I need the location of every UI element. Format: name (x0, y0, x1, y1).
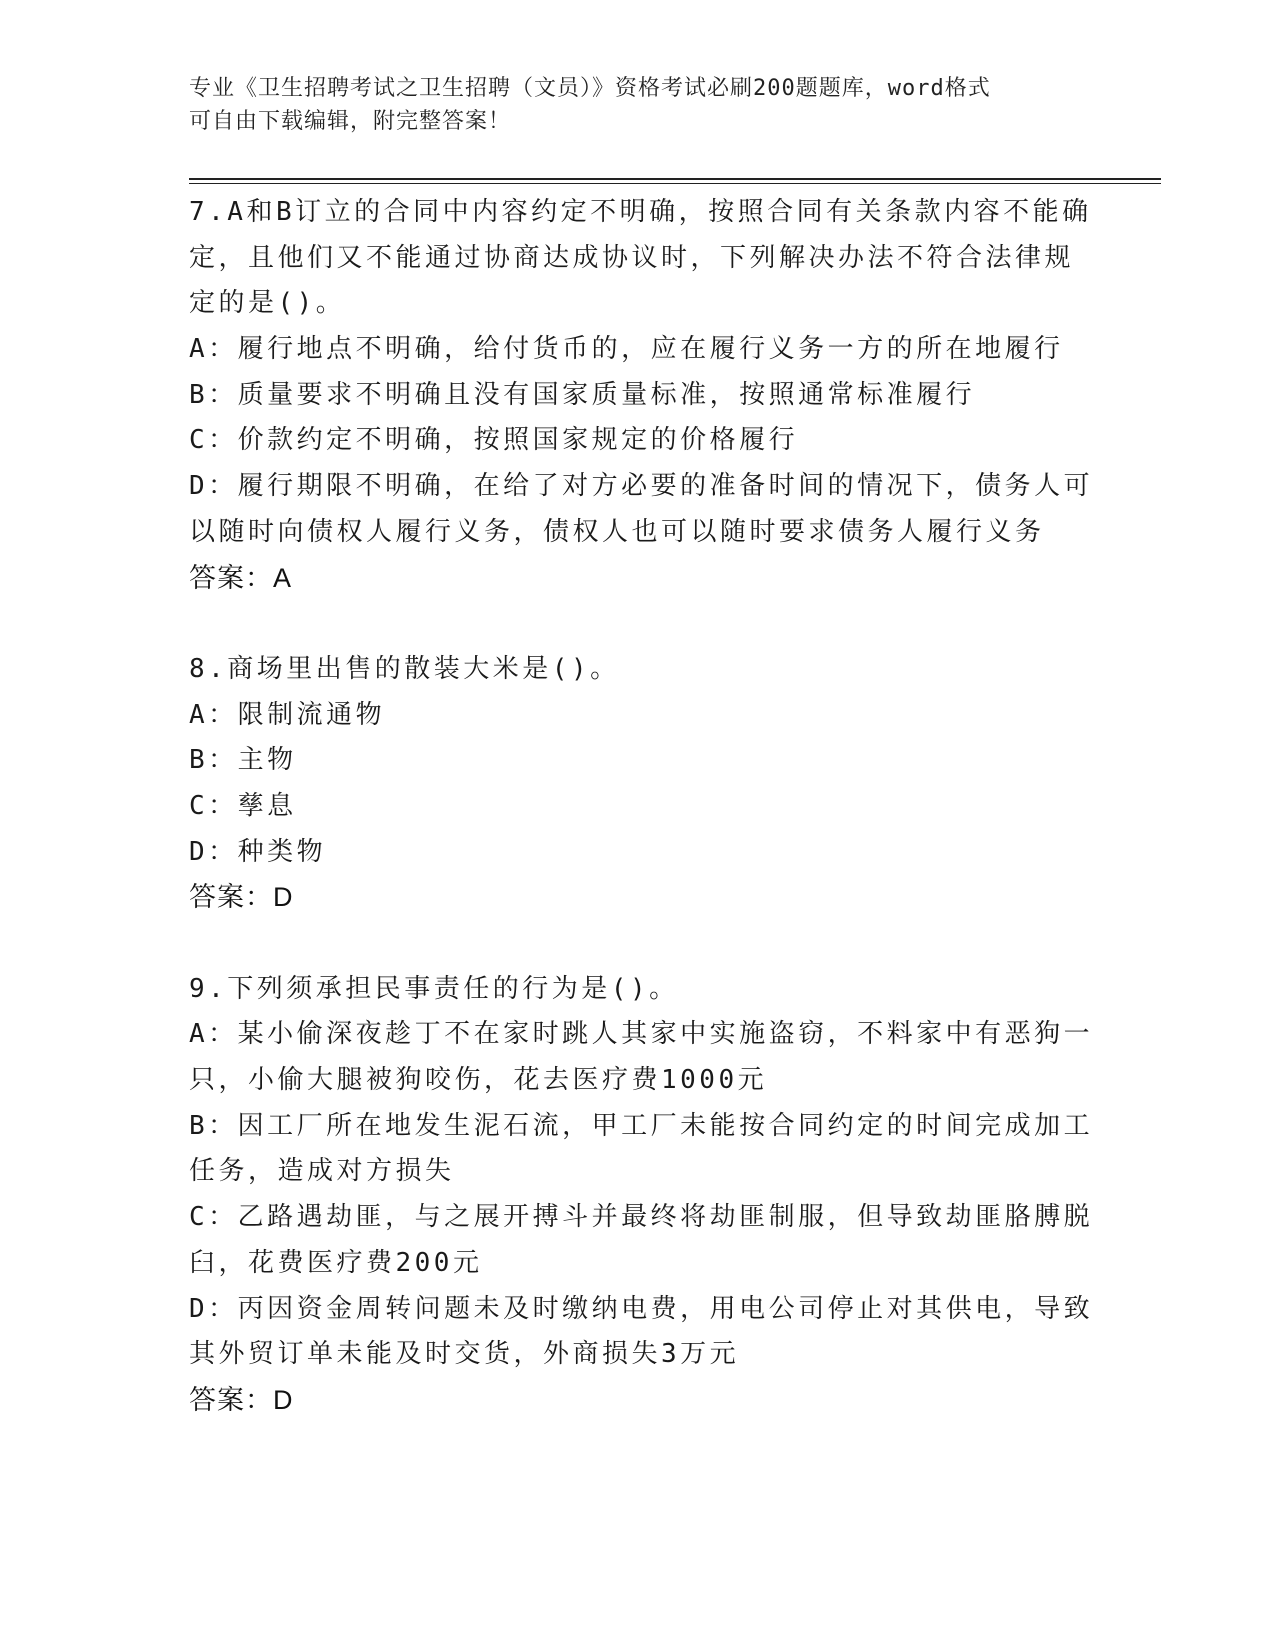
question-block (189, 190, 1149, 601)
question-list (189, 190, 1149, 1424)
header-line-2: 可自由下载编辑，附完整答案！ (189, 109, 512, 134)
question-block (189, 647, 1149, 921)
option-c: C：孳息 (189, 790, 297, 821)
question-block (189, 967, 1149, 1424)
option-d-continued: 其外贸订单未能及时交货，外商损失3万元 (189, 1339, 740, 1370)
question-stem-line: 9.下列须承担民事责任的行为是()。 (189, 973, 679, 1004)
question-spacer (189, 601, 1149, 647)
option-a: A：某小偷深夜趁丁不在家时跳人其家中实施盗窃，不料家中有恶狗一 (189, 1019, 1094, 1050)
option-d: D：种类物 (189, 836, 327, 867)
option-c: C：价款约定不明确，按照国家规定的价格履行 (189, 425, 799, 456)
option-c: C：乙路遇劫匪，与之展开搏斗并最终将劫匪制服，但导致劫匪胳膊脱 (189, 1202, 1094, 1233)
option-d-continued: 以随时向债权人履行义务，债权人也可以随时要求债务人履行义务 (189, 516, 1045, 547)
question-stem-line: 定的是()。 (189, 288, 346, 319)
answer-label: 答案：D (189, 1384, 294, 1415)
option-a: A：履行地点不明确，给付货币的，应在履行义务一方的所在地履行 (189, 334, 1064, 365)
option-a-continued: 只，小偷大腿被狗咬伤，花去医疗费1000元 (189, 1065, 768, 1096)
document-header (189, 72, 1089, 138)
header-line-1: 专业《卫生招聘考试之卫生招聘（文员）》资格考试必刷200题题库，word格式 (189, 76, 991, 101)
header-divider-thin (189, 183, 1161, 184)
answer-label: 答案：D (189, 882, 294, 913)
option-b-continued: 任务，造成对方损失 (189, 1156, 455, 1187)
question-spacer (189, 921, 1149, 967)
answer-label: 答案：A (189, 562, 293, 593)
question-stem-line: 8.商场里出售的散装大米是()。 (189, 653, 620, 684)
option-b: B：质量要求不明确且没有国家质量标准，按照通常标准履行 (189, 379, 976, 410)
question-stem-line: 定，且他们又不能通过协商达成协议时，下列解决办法不符合法律规 (189, 242, 1075, 273)
option-b: B：主物 (189, 745, 297, 776)
option-d: D：履行期限不明确，在给了对方必要的准备时间的情况下，债务人可 (189, 471, 1094, 502)
question-stem-line: 7.A和B订立的合同中内容约定不明确，按照合同有关条款内容不能确 (189, 197, 1092, 227)
option-b: B：因工厂所在地发生泥石流，甲工厂未能按合同约定的时间完成加工 (189, 1110, 1094, 1141)
option-c-continued: 臼，花费医疗费200元 (189, 1247, 483, 1278)
header-divider-thick (189, 178, 1161, 180)
option-d: D：丙因资金周转问题未及时缴纳电费，用电公司停止对其供电，导致 (189, 1293, 1094, 1324)
option-a: A：限制流通物 (189, 699, 386, 730)
